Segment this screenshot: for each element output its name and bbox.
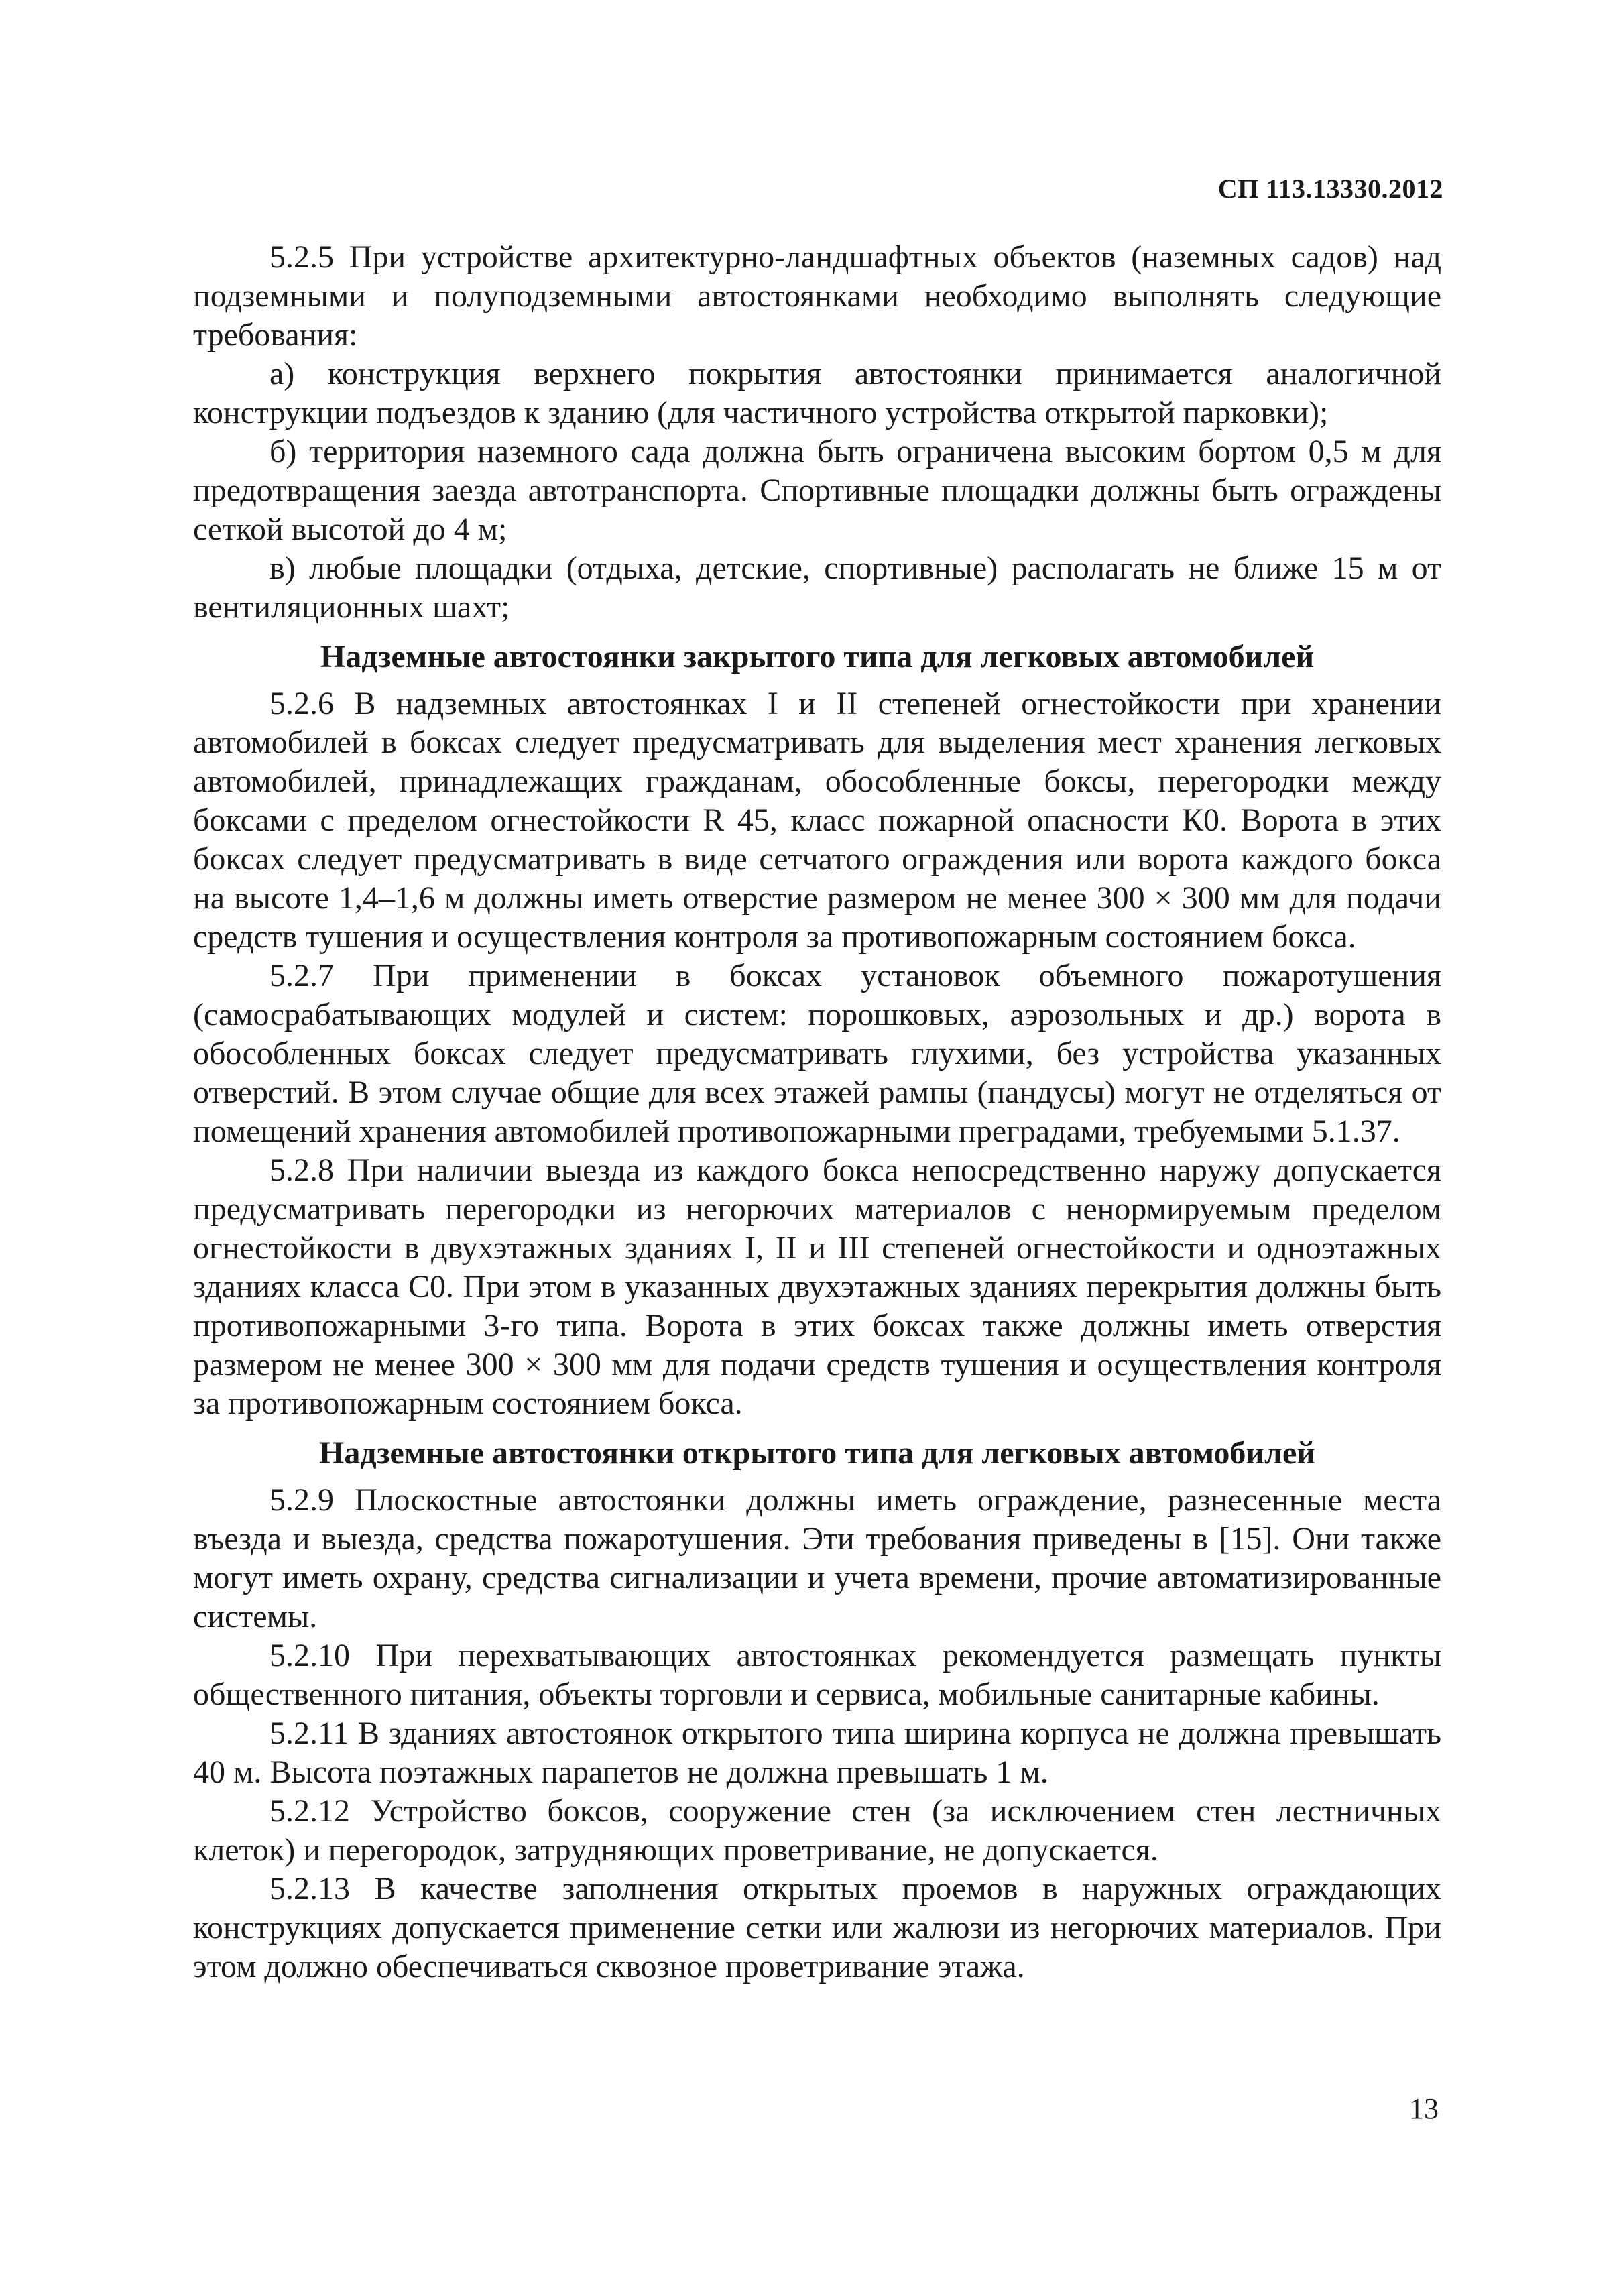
clause-5-2-5: 5.2.5 При устройстве архитектурно-ландшафтных объектов (наземных садов) над подземными и полуподземными автостоянками необходимо выполнять следующие требования: [193,239,1441,353]
clause-5-2-12: 5.2.12 Устройство боксов, сооружение стен (за исключением стен лестничных клеток) и перегородок, затрудняющих проветривание, не допускается. [193,1793,1441,1868]
document-code: СП 113.13330.2012 [1217,174,1443,204]
clause-5-2-5-item-a: а) конструкция верхнего покрытия автостоянки принимается аналогичной конструкции подъездов к зданию (для частичного устройства открытой парковки); [193,356,1441,430]
clause-5-2-8: 5.2.8 При наличии выезда из каждого бокса непосредственно наружу допускается предусматривать перегородки из негорючих материалов с ненормируемым пределом огнестойкости в двухэтажных зданиях I, II и III степеней огнестойкости и одноэтажных зданиях класса С0. При этом в указанных двухэтажных зданиях перекрытия должны быть противопожарными 3-го типа. Ворота в этих боксах также должны иметь отверстия размером не менее 300 × 300 мм для подачи средств тушения и осуществления контроля за противопожарным состоянием бокса. [193,1152,1441,1421]
section-heading-closed-type: Надземные автостоянки закрытого типа для легковых автомобилей [320,639,1315,674]
clause-5-2-5-item-b: б) территория наземного сада должна быть ограничена высоким бортом 0,5 м для предотвращения заезда автотранспорта. Спортивные площадки должны быть ограждены сеткой высотой до 4 м; [193,434,1441,547]
clause-5-2-13: 5.2.13 В качестве заполнения открытых проемов в наружных ограждающих конструкциях допускается применение сетки или жалюзи из негорючих материалов. При этом должно обеспечиваться сквозное проветривание этажа. [193,1871,1441,1984]
clause-5-2-6: 5.2.6 В надземных автостоянках I и II степеней огнестойкости при хранении автомобилей в боксах следует предусматривать для выделения мест хранения легковых автомобилей, принадлежащих гражданам, обособленные боксы, перегородки между боксами с пределом огнестойкости R 45, класс пожарной опасности К0. Ворота в этих боксах следует предусматривать в виде сетчатого ограждения или ворота каждого бокса на высоте 1,4–1,6 м должны иметь отверстие размером не менее 300 × 300 мм для подачи средств тушения и осуществления контроля за противопожарным состоянием бокса. [193,686,1441,955]
section-heading-open-type: Надземные автостоянки открытого типа для легковых автомобилей [319,1435,1315,1471]
clause-5-2-7: 5.2.7 При применении в боксах установок объемного пожаротушения (самосрабатывающих модулей и систем: порошковых, аэрозольных и др.) ворота в обособленных боксах следует предусматривать глухими, без устройства указанных отверстий. В этом случае общие для всех этажей рампы (пандусы) могут не отделяться от помещений хранения автомобилей противопожарными преградами, требуемыми 5.1.37. [193,958,1441,1149]
page-number: 13 [1409,2092,1439,2125]
clause-5-2-5-item-v: в) любые площадки (отдыха, детские, спортивные) располагать не ближе 15 м от вентиляционных шахт; [193,550,1441,625]
clause-5-2-10: 5.2.10 При перехватывающих автостоянках рекомендуется размещать пункты общественного питания, объекты торговли и сервиса, мобильные санитарные кабины. [193,1638,1441,1712]
clause-5-2-9: 5.2.9 Плоскостные автостоянки должны иметь ограждение, разнесенные места въезда и выезда, средства пожаротушения. Эти требования приведены в [15]. Они также могут иметь охрану, средства сигнализации и учета времени, прочие автоматизированные системы. [193,1482,1441,1634]
clause-5-2-11: 5.2.11 В зданиях автостоянок открытого типа ширина корпуса не должна превышать 40 м. Высота поэтажных парапетов не должна превышать 1 м. [193,1715,1441,1790]
document-body [193,238,1441,1986]
